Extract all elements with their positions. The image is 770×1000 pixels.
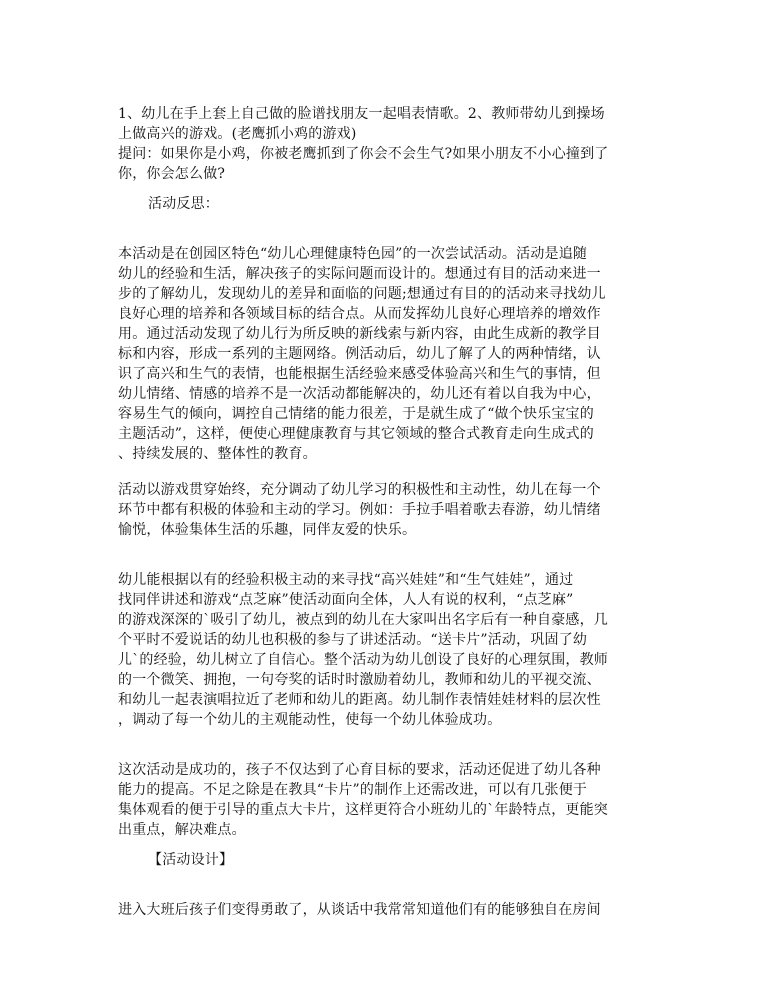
paragraph-line: 愉悦，体验集体生活的乐趣，同伴友爱的快乐。	[118, 522, 417, 538]
paragraph-line: 幼儿情绪、情感的培养不是一次活动都能解决的，幼儿还有着以自我为中心，	[118, 386, 601, 402]
paragraph-line: 容易生气的倾向，调控自己情绪的能力很差，于是就生成了“做个快乐宝宝的	[118, 406, 594, 422]
paragraph-line: 活动以游戏贯穿始终，充分调动了幼儿学习的积极性和主动性，幼儿在每一个	[118, 482, 601, 498]
paragraph-line: 主题活动”，这样，便使心理健康教育与其它领域的整合式教育走向生成式的	[118, 426, 594, 442]
paragraph-line: 集体观看的便于引导的重点大卡片，这样更符合小班幼儿的`年龄特点，更能突	[118, 802, 608, 818]
design-heading: 【活动设计】	[148, 852, 234, 868]
paragraph-line: 本活动是在创园区特色“幼儿心理健康特色园”的一次尝试活动。活动是追随	[118, 246, 588, 262]
paragraph-line: 识了高兴和生气的表情，也能根据生活经验来感受体验高兴和生气的事情，但	[118, 366, 601, 382]
paragraph-line: 步的了解幼儿，发现幼儿的差异和面临的问题;想通过有目的的活动来寻找幼儿	[118, 286, 606, 302]
paragraph-line: 幼儿的经验和生活，解决孩子的实际问题而设计的。想通过有目的活动来进一	[118, 266, 601, 282]
paragraph-line: 幼儿能根据以有的经验积极主动的来寻找“高兴娃娃”和“生气娃娃”，通过	[118, 572, 574, 588]
reflection-heading: 活动反思：	[148, 196, 219, 212]
intro-line: 你，你会怎么做?	[118, 166, 226, 182]
paragraph-line: 标和内容，形成一系列的主题网络。例活动后，幼儿了解了人的两种情绪，认	[118, 346, 601, 362]
intro-line: 上做高兴的游戏。(老鹰抓小鸡的游戏)	[118, 126, 357, 142]
paragraph-line: 用。通过活动发现了幼儿行为所反映的新线索与新内容，由此生成新的教学目	[118, 326, 601, 342]
paragraph-line: 进入大班后孩子们变得勇敢了，从谈话中我常常知道他们有的能够独自在房间	[118, 902, 601, 918]
paragraph-line: 出重点，解决难点。	[118, 822, 246, 838]
paragraph-line: 找同伴讲述和游戏“点芝麻”使活动面向全体，人人有说的权利，“点芝麻”	[118, 592, 574, 608]
paragraph-line: 环节中都有积极的体验和主动的学习。例如：手拉手唱着歌去春游，幼儿情绪	[118, 502, 601, 518]
paragraph-line: 儿`的经验，幼儿树立了自信心。整个活动为幼儿创设了良好的心理氛围，教师	[118, 652, 608, 668]
paragraph-line: 个平时不爱说话的幼儿也积极的参与了讲述活动。“送卡片”活动，巩固了幼	[118, 632, 588, 648]
paragraph-line: ，调动了每一个幼儿的主观能动性，使每一个幼儿体验成功。	[118, 712, 502, 728]
paragraph-line: 、持续发展的、整体性的教育。	[118, 446, 317, 462]
paragraph-line: 这次活动是成功的，孩子不仅达到了心育目标的要求，活动还促进了幼儿各种	[118, 762, 601, 778]
paragraph-line: 能力的提高。不足之除是在教具“卡片”的制作上还需改进，可以有几张便于	[118, 782, 588, 798]
intro-line: 1、幼儿在手上套上自己做的脸谱找朋友一起唱表情歌。2、教师带幼儿到操场	[118, 106, 605, 122]
paragraph-line: 良好心理的培养和各领域目标的结合点。从而发挥幼儿良好心理培养的增效作	[118, 306, 601, 322]
paragraph-line: 的一个微笑、拥抱，一句夸奖的话时时激励着幼儿，教师和幼儿的平视交流、	[118, 672, 601, 688]
intro-line: 提问：如果你是小鸡，你被老鹰抓到了你会不会生气?如果小朋友不小心撞到了	[118, 146, 609, 162]
paragraph-line: 的游戏深深的`吸引了幼儿，被点到的幼儿在大家叫出名字后有一种自豪感，几	[118, 612, 608, 628]
paragraph-line: 和幼儿一起表演唱拉近了老师和幼儿的距离。幼儿制作表情娃娃材料的层次性	[118, 692, 601, 708]
